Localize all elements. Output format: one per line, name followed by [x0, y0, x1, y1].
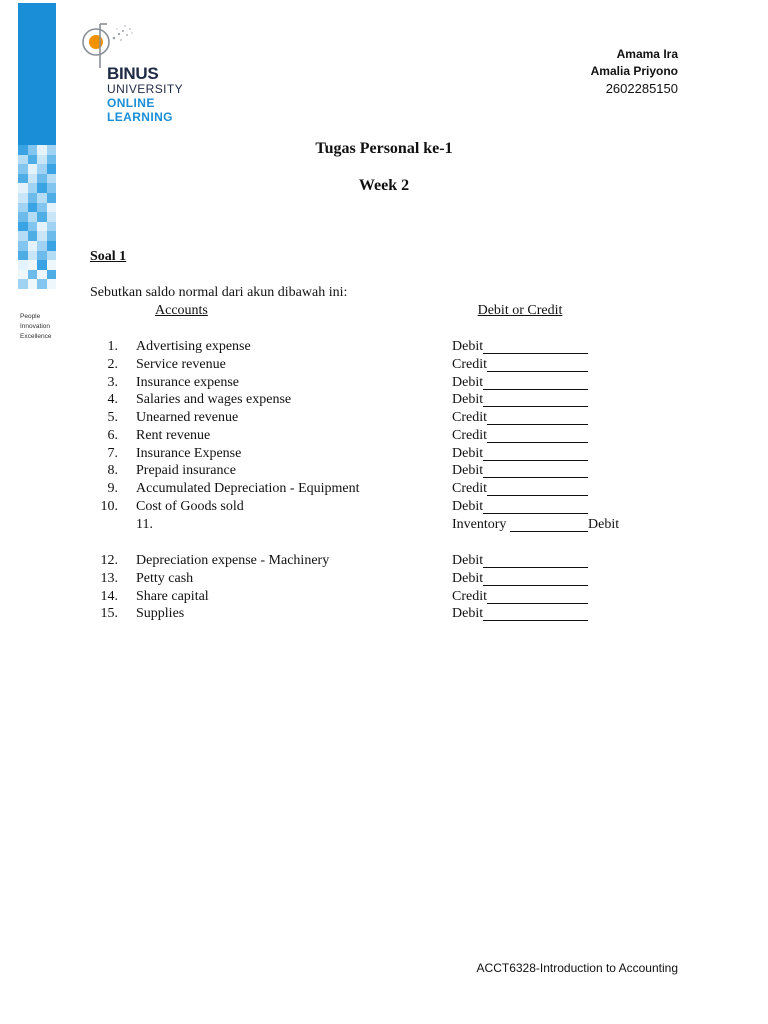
list-item — [0, 552, 768, 570]
item-account: Accumulated Depreciation - Equipment — [136, 481, 360, 496]
item-number: 9. — [107, 481, 118, 496]
item-account: Unearned revenue — [136, 410, 239, 425]
item-answer: Debit — [452, 339, 484, 354]
band-tile — [37, 241, 47, 251]
item-account: Inventory — [452, 517, 507, 532]
author-name-2: Amalia Priyono — [590, 64, 678, 78]
item-account: Service revenue — [136, 356, 226, 372]
band-tile — [18, 231, 28, 241]
band-tile — [47, 222, 57, 232]
band-tile — [37, 270, 47, 280]
item-number: 15. — [100, 606, 118, 622]
band-tile — [47, 260, 57, 270]
answer-blank-line — [483, 406, 588, 407]
tagline-line: Innovation — [20, 323, 50, 330]
band-tile — [28, 222, 38, 232]
band-tile — [37, 212, 47, 222]
band-tile — [37, 260, 47, 270]
list-item — [0, 427, 768, 445]
tagline-line: Excellence — [20, 333, 52, 340]
list-item — [0, 516, 768, 534]
answer-blank-line — [487, 371, 588, 372]
band-tile — [37, 164, 47, 174]
band-tile — [47, 231, 57, 241]
item-answer: Debit — [588, 517, 620, 532]
list-item — [0, 374, 768, 392]
item-number: 7. — [107, 445, 118, 461]
answer-blank-line — [483, 460, 588, 461]
item-account: Prepaid insurance — [136, 463, 236, 479]
list-item — [0, 391, 768, 409]
column-header-accounts: Accounts — [155, 303, 208, 318]
answer-blank-line — [483, 513, 588, 514]
band-tile — [28, 212, 38, 222]
document-week: Week 2 — [358, 177, 410, 194]
item-number: 14. — [100, 588, 118, 604]
band-tile — [28, 203, 38, 213]
band-tile — [47, 212, 57, 222]
band-tile — [47, 203, 57, 213]
answer-blank-line — [483, 389, 588, 390]
band-tile — [18, 222, 28, 232]
item-account: Insurance Expense — [136, 445, 242, 461]
item-account: Insurance expense — [136, 374, 240, 390]
student-id: 2602285150 — [605, 81, 678, 96]
band-tile — [47, 164, 57, 174]
band-tile — [18, 212, 28, 222]
item-answer: Credit — [452, 356, 487, 372]
band-tile — [37, 251, 47, 261]
list-item — [0, 462, 768, 480]
band-tile — [18, 260, 28, 270]
answer-blank-line — [487, 424, 588, 425]
section-heading: Soal 1 — [90, 249, 127, 264]
item-account: Supplies — [136, 606, 185, 622]
list-item — [0, 588, 768, 606]
band-tile — [47, 251, 57, 261]
answer-blank-line — [483, 353, 588, 354]
item-number: 13. — [100, 570, 118, 586]
answer-blank-line — [510, 531, 588, 532]
binus-logo — [74, 20, 214, 130]
item-answer: Credit — [452, 410, 487, 425]
item-account: Petty cash — [136, 570, 194, 586]
band-tile — [47, 279, 57, 289]
item-number: 5. — [107, 410, 118, 425]
item-answer: Debit — [452, 606, 484, 622]
band-tile — [28, 241, 38, 251]
logo-university: UNIVERSITY — [107, 82, 184, 96]
tagline-line: People — [20, 313, 41, 320]
band-tile — [18, 251, 28, 261]
list-item — [0, 480, 768, 498]
item-number: 8. — [107, 463, 118, 479]
band-tile — [18, 270, 28, 280]
answer-blank-line — [483, 567, 588, 568]
band-tile — [37, 231, 47, 241]
logo-learning: LEARNING — [107, 110, 173, 124]
item-answer: Debit — [452, 553, 484, 568]
course-footer: ACCT6328-Introduction to Accounting — [476, 961, 678, 975]
binus-emblem-icon — [74, 20, 144, 70]
instruction-text: Sebutkan saldo normal dari akun dibawah ini: — [90, 285, 348, 300]
answer-blank-line — [487, 442, 588, 443]
answer-blank-line — [483, 477, 588, 478]
band-tile — [28, 164, 38, 174]
item-answer: Debit — [452, 374, 484, 390]
band-tile — [18, 241, 28, 251]
band-tile — [28, 260, 38, 270]
answer-blank-line — [483, 620, 588, 621]
item-number: 6. — [107, 427, 118, 443]
logo-wordmark: BINUS — [107, 64, 159, 83]
item-answer: Debit — [452, 445, 484, 461]
band-tile — [37, 279, 47, 289]
band-tile — [28, 231, 38, 241]
list-item — [0, 605, 768, 623]
list-item — [0, 498, 768, 516]
band-tile — [28, 279, 38, 289]
item-account: Advertising expense — [136, 339, 251, 354]
item-number: 12. — [100, 553, 118, 568]
item-answer: Debit — [452, 570, 484, 586]
list-item — [0, 409, 768, 427]
document-title: Tugas Personal ke-1 — [315, 140, 453, 157]
author-block — [591, 46, 678, 97]
item-account: Depreciation expense - Machinery — [136, 553, 330, 568]
band-tile — [47, 241, 57, 251]
item-number: 1. — [107, 339, 118, 354]
item-number: 11. — [136, 517, 153, 532]
band-tile — [18, 164, 28, 174]
item-number: 10. — [100, 498, 118, 514]
item-answer: Credit — [452, 588, 487, 604]
item-account: Rent revenue — [136, 427, 211, 443]
band-solid-block — [18, 3, 56, 145]
band-tile — [28, 251, 38, 261]
item-number: 4. — [107, 392, 118, 408]
item-answer: Credit — [452, 427, 487, 443]
item-number: 2. — [107, 356, 118, 372]
list-item — [0, 570, 768, 588]
logo-online: ONLINE — [107, 96, 155, 110]
item-number: 3. — [107, 374, 118, 390]
item-account: Salaries and wages expense — [136, 392, 292, 408]
item-account: Share capital — [136, 588, 209, 604]
list-item — [0, 338, 768, 356]
item-answer: Debit — [452, 498, 484, 514]
item-account: Cost of Goods sold — [136, 498, 244, 514]
band-tile — [18, 279, 28, 289]
column-header-answer: Debit or Credit — [477, 303, 563, 318]
list-item — [0, 356, 768, 374]
band-tile — [28, 270, 38, 280]
band-tile — [47, 270, 57, 280]
band-tile — [37, 203, 47, 213]
band-tile — [18, 203, 28, 213]
answer-blank-line — [487, 495, 588, 496]
answer-blank-line — [487, 603, 588, 604]
item-answer: Debit — [452, 463, 484, 479]
list-item — [0, 445, 768, 463]
author-name-1: Amama Ira — [616, 47, 678, 61]
band-tile — [37, 222, 47, 232]
item-answer: Debit — [452, 392, 484, 408]
answer-blank-line — [483, 585, 588, 586]
item-answer: Credit — [452, 481, 487, 496]
